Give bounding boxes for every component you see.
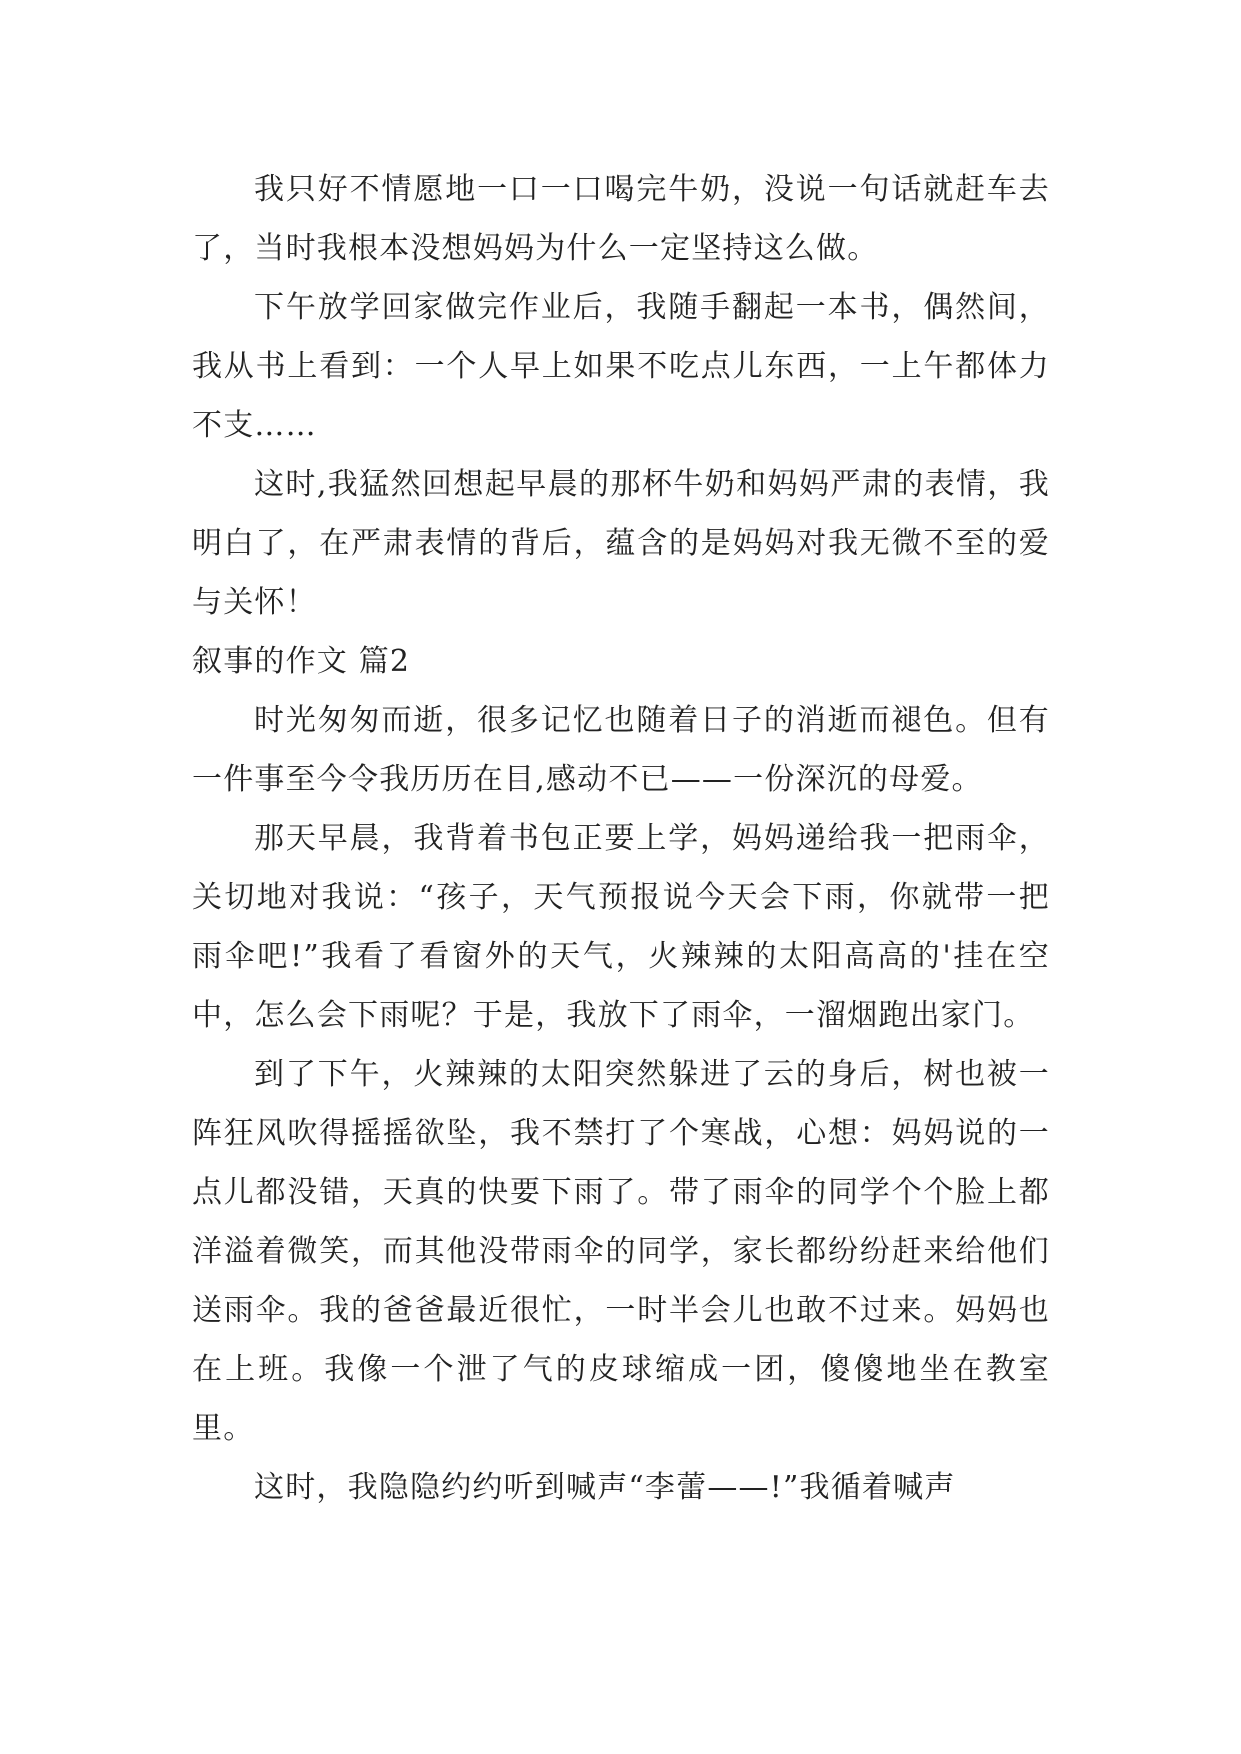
section-heading: 叙事的作文 篇2 [192,644,411,679]
paragraph-5: 那天早晨，我背着书包正要上学，妈妈递给我一把雨伞，关切地对我说：“孩子，天气预报说今天会下雨，你就带一把雨伞吧!”我看了看窗外的天气，火辣辣的太阳高高的'挂在空中，怎么会下雨呢？于是，我放下了雨伞，一溜烟跑出家门。 [192,821,1050,1033]
paragraph-4: 时光匆匆而逝，很多记忆也随着日子的消逝而褪色。但有一件事至今令我历历在目,感动不已——一份深沉的母爱。 [192,703,1050,797]
paragraph-1: 我只好不情愿地一口一口喝完牛奶，没说一句话就赶车去了，当时我根本没想妈妈为什么一定坚持这么做。 [192,172,1050,266]
paragraph-3: 这时,我猛然回想起早晨的那杯牛奶和妈妈严肃的表情，我明白了，在严肃表情的背后，蕴含的是妈妈对我无微不至的爱与关怀！ [192,467,1050,620]
paragraph-7: 这时，我隐隐约约听到喊声“李蕾——!”我循着喊声 [254,1470,956,1505]
document-body [192,160,1050,1517]
paragraph-2: 下午放学回家做完作业后，我随手翻起一本书，偶然间，我从书上看到：一个人早上如果不吃点儿东西，一上午都体力不支…… [192,290,1050,443]
paragraph-6: 到了下午，火辣辣的太阳突然躲进了云的身后，树也被一阵狂风吹得摇摇欲坠，我不禁打了个寒战，心想：妈妈说的一点儿都没错，天真的快要下雨了。带了雨伞的同学个个脸上都洋溢着微笑，而其他没带雨伞的同学，家长都纷纷赶来给他们送雨伞。我的爸爸最近很忙，一时半会儿也敢不过来。妈妈也在上班。我像一个泄了气的皮球缩成一团，傻傻地坐在教室里。 [192,1057,1050,1446]
